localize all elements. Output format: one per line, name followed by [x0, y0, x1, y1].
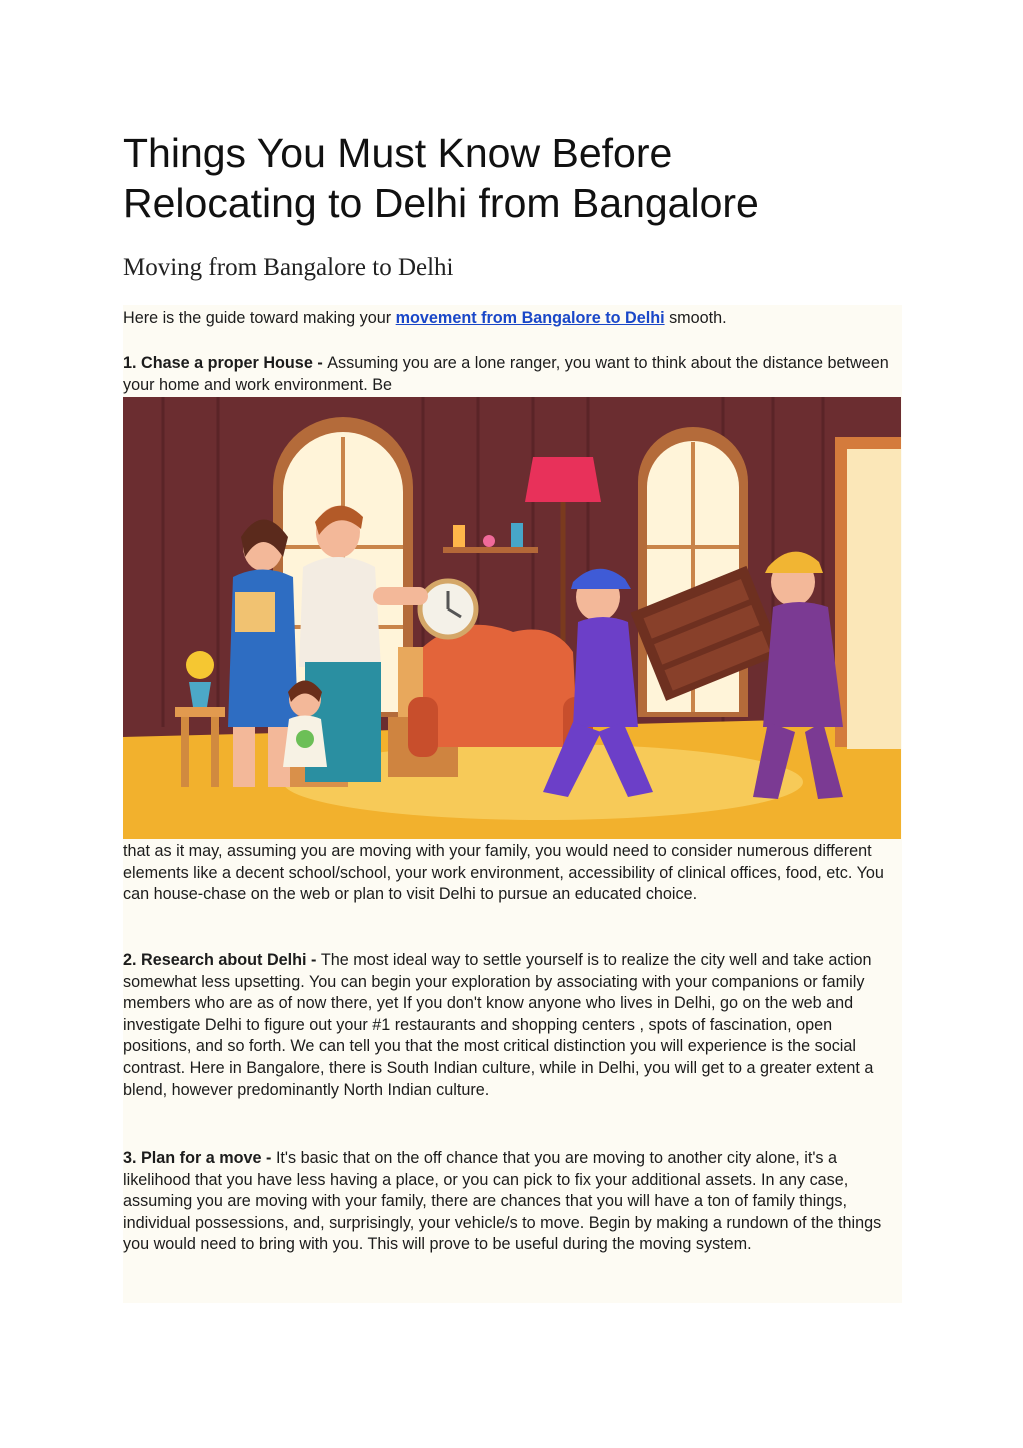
section-3-text: It's basic that on the off chance that you are moving to another city alone, it's a likelihood that you have less having a place, or you can pick to fix your additional assets. In any case, assuming you are moving with your family, there are chances that you will have a ton of family things, individual possessions, and, surprisingly, your vehicle/s to move. Begin by making a rundown of the things you would need to bring with you. This will prove to be useful during the moving system. — [123, 1149, 882, 1254]
article-body — [123, 305, 902, 1303]
section-1-heading: 1. Chase a proper House - — [123, 354, 328, 372]
moving-family-illustration — [123, 397, 901, 839]
intro-paragraph — [123, 308, 902, 330]
section-3-heading: 3. Plan for a move - — [123, 1149, 276, 1167]
section-2-paragraph — [123, 950, 902, 1101]
title-line-1: Things You Must Know Before — [123, 130, 673, 176]
title-line-2: Relocating to Delhi from Bangalore — [123, 180, 759, 226]
page-title — [123, 128, 923, 228]
intro-text-before: Here is the guide toward making your — [123, 309, 396, 327]
section-1-intro — [123, 353, 902, 396]
section-3-paragraph — [123, 1148, 902, 1256]
section-2-text: The most ideal way to settle yourself is to realize the city well and take action somewhat less upsetting. You can begin your exploration by associating with your companions or family members who are as of now there, yet If you don't know anyone who lives in Delhi, go on the web and investigate Delhi to figure out your #1 restaurants and shopping centers , spots of fascination, open positions, and so forth. We can tell you that the most critical distinction you will experience is the social contrast. Here in Bangalore, there is South Indian culture, while in Delhi, you will get to a greater extent a blend, however predominantly North Indian culture. — [123, 951, 874, 1099]
movement-link[interactable]: movement from Bangalore to Delhi — [395, 309, 665, 327]
intro-text-after: smooth. — [664, 309, 727, 327]
section-1-continued: that as it may, assuming you are moving with your family, you would need to consider numerous different elements like a decent school/school, your work environment, accessibility of clinical offices, food, etc. You can house-chase on the web or plan to visit Delhi to pursue an educated choice. — [123, 842, 884, 904]
page-subtitle: Moving from Bangalore to Delhi — [123, 254, 454, 281]
section-2-heading: 2. Research about Delhi - — [123, 951, 321, 969]
section-1-text-before-image: Assuming you are a lone ranger, you want to think about the distance between your home and work environment. Be — [123, 354, 889, 394]
